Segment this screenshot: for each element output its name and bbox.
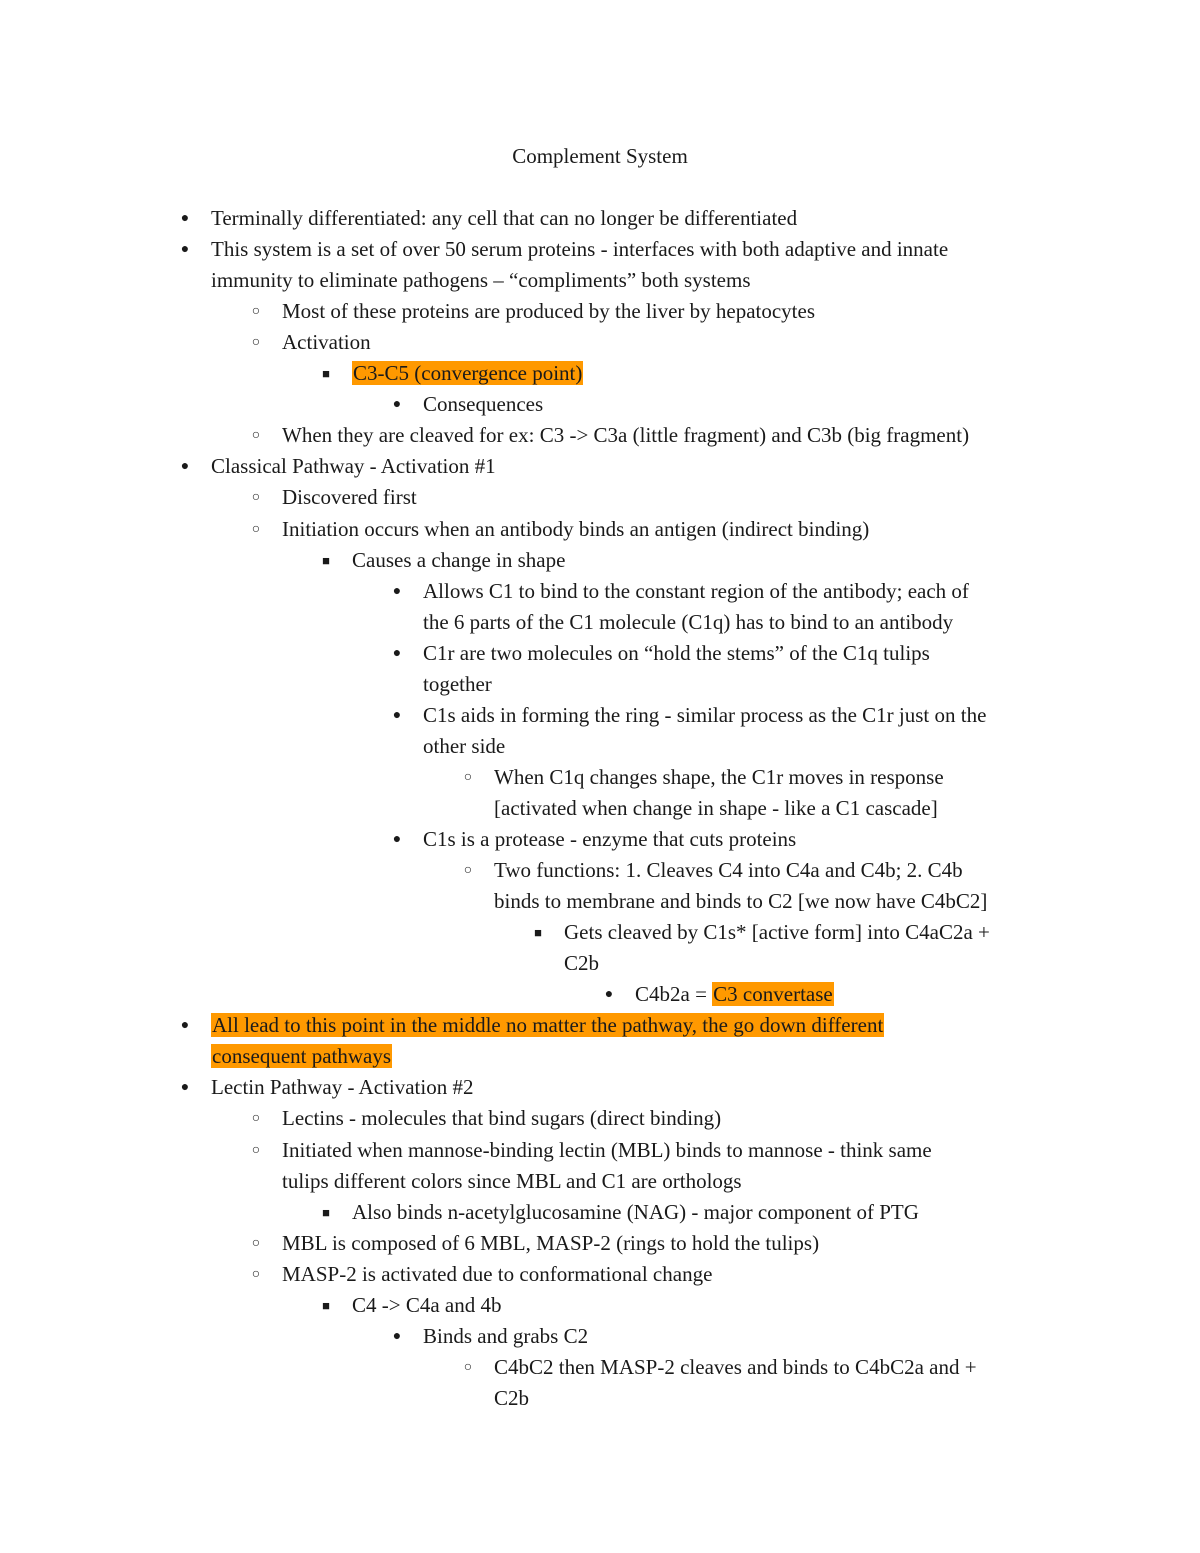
list-item	[423, 638, 930, 669]
list-item	[211, 1041, 392, 1072]
list-item-text: Initiation occurs when an antibody binds an antigen (indirect binding)	[282, 516, 870, 541]
disc-bullet-icon: ●	[392, 583, 402, 599]
list-item-text: C4 -> C4a and 4b	[352, 1292, 502, 1317]
list-item-text: Lectin Pathway - Activation #2	[211, 1075, 474, 1100]
list-item-text: Terminally differentiated: any cell that can no longer be differentiated	[211, 206, 798, 230]
circle-bullet-icon: ○	[251, 521, 261, 537]
disc-bullet-icon: ●	[392, 1328, 402, 1344]
disc-bullet-icon: ●	[604, 987, 614, 1003]
list-item	[211, 1072, 473, 1103]
list-item	[282, 1166, 742, 1197]
square-bullet-icon: ■	[322, 1204, 330, 1220]
list-item-text: C4bC2 then MASP-2 cleaves and binds to C4bC2a and +	[494, 1354, 977, 1379]
list-item-text: Consequences	[423, 392, 544, 417]
list-item	[423, 1321, 588, 1352]
list-item	[494, 855, 963, 886]
list-item-text: tulips different colors since MBL and C1 are orthologs	[282, 1168, 742, 1193]
list-item-text: Gets cleaved by C1s* [active form] into C4aC2a +	[564, 920, 990, 945]
circle-bullet-icon: ○	[251, 1142, 261, 1158]
list-item	[423, 669, 492, 700]
list-item	[494, 886, 987, 917]
list-item-text: When C1q changes shape, the C1r moves in response	[494, 764, 944, 789]
circle-bullet-icon: ○	[251, 335, 261, 351]
disc-bullet-icon: ●	[392, 707, 402, 723]
disc-bullet-icon: ●	[180, 242, 190, 258]
list-item	[494, 1352, 977, 1383]
list-item	[494, 762, 944, 793]
circle-bullet-icon: ○	[251, 1235, 261, 1251]
list-item-text: C1s is a protease - enzyme that cuts proteins	[423, 827, 797, 851]
list-item	[282, 420, 969, 451]
square-bullet-icon: ■	[322, 552, 330, 568]
list-item-text: When they are cleaved for ex: C3 -> C3a (little fragment) and C3b (big fragment)	[282, 423, 970, 448]
list-item-text: Initiated when mannose-binding lectin (MBL) binds to mannose - think same	[282, 1137, 932, 1162]
list-item	[352, 1197, 919, 1228]
list-item-text: C1s aids in forming the ring - similar process as the C1r just on the	[423, 702, 987, 727]
list-item-text: All lead to this point in the middle no matter the pathway, the go down different	[212, 1013, 884, 1038]
square-bullet-icon: ■	[322, 366, 330, 382]
list-item	[282, 514, 869, 545]
list-item	[211, 203, 797, 234]
list-item-text: Classical Pathway - Activation #1	[211, 454, 496, 479]
list-item	[564, 948, 599, 979]
list-item	[564, 917, 990, 948]
list-item	[423, 824, 796, 855]
list-item	[352, 358, 583, 389]
list-item-text: C2b	[494, 1385, 530, 1410]
list-item	[352, 545, 565, 576]
list-item	[352, 1290, 502, 1321]
circle-bullet-icon: ○	[251, 428, 261, 444]
list-item-text: MBL is composed of 6 MBL, MASP-2 (rings to hold the tulips)	[282, 1230, 820, 1255]
square-bullet-icon: ■	[322, 1297, 330, 1313]
list-item-text: Discovered first	[282, 485, 417, 510]
list-item-text: C2b	[564, 951, 600, 976]
disc-bullet-icon: ●	[392, 832, 402, 847]
circle-bullet-icon: ○	[251, 1266, 261, 1282]
list-item-text: together	[423, 671, 492, 696]
list-item-text: consequent pathways	[212, 1044, 392, 1069]
circle-bullet-icon: ○	[463, 1359, 473, 1375]
list-item-text: Causes a change in shape	[352, 547, 566, 572]
list-item	[282, 296, 815, 327]
circle-bullet-icon: ○	[251, 304, 261, 320]
disc-bullet-icon: ●	[180, 459, 190, 475]
square-bullet-icon: ■	[534, 925, 542, 941]
disc-bullet-icon: ●	[180, 211, 190, 226]
list-item	[282, 1259, 712, 1290]
list-item-text: Also binds n-acetylglucosamine (NAG) - major component of PTG	[352, 1199, 919, 1224]
disc-bullet-icon: ●	[180, 1018, 190, 1034]
list-item	[282, 1228, 819, 1259]
circle-bullet-icon: ○	[251, 1111, 261, 1127]
list-item	[282, 482, 417, 513]
list-item	[282, 1135, 932, 1166]
list-item-text: Lectins - molecules that bind sugars (direct binding)	[282, 1106, 722, 1131]
list-item-text: MASP-2 is activated due to conformational change	[282, 1261, 713, 1286]
list-item	[211, 234, 948, 265]
list-item	[423, 700, 986, 731]
list-item	[211, 265, 751, 296]
list-item-text: Two functions: 1. Cleaves C4 into C4a and C4b; 2. C4b	[494, 858, 963, 883]
list-item-text: This system is a set of over 50 serum proteins - interfaces with both adaptive and innate	[211, 237, 949, 262]
list-item-text: other side	[423, 733, 506, 758]
list-item	[494, 793, 938, 824]
list-item-text: binds to membrane and binds to C2 [we now have C4bC2]	[494, 889, 988, 914]
disc-bullet-icon: ●	[392, 645, 402, 661]
circle-bullet-icon: ○	[251, 490, 261, 506]
list-item	[423, 576, 969, 607]
highlighted-text: C3 convertase	[713, 982, 833, 1007]
circle-bullet-icon: ○	[463, 863, 473, 879]
list-item-text: Most of these proteins are produced by the liver by hepatocytes	[282, 299, 816, 324]
list-item	[423, 389, 543, 420]
disc-bullet-icon: ●	[392, 397, 402, 413]
list-item-text: Binds and grabs C2	[423, 1323, 589, 1348]
list-item	[211, 1010, 884, 1041]
list-item-text: immunity to eliminate pathogens – “compliments” both systems	[211, 268, 751, 293]
list-item-text: Allows C1 to bind to the constant region of the antibody; each of	[423, 578, 969, 603]
disc-bullet-icon: ●	[180, 1080, 190, 1096]
list-item-text: C3-C5 (convergence point)	[353, 361, 583, 386]
list-item	[282, 1103, 721, 1134]
list-item-text: Activation	[282, 330, 371, 355]
list-item	[423, 607, 953, 638]
list-item	[423, 731, 505, 762]
circle-bullet-icon: ○	[463, 769, 473, 785]
list-item-text: [activated when change in shape - like a C1 cascade]	[494, 795, 938, 820]
list-item	[494, 1383, 529, 1414]
list-item	[282, 327, 371, 358]
list-item-text: C1r are two molecules on “hold the stems” of the C1q tulips	[423, 640, 930, 665]
list-item	[211, 451, 496, 482]
list-item-text: the 6 parts of the C1 molecule (C1q) has to bind to an antibody	[423, 609, 954, 634]
page-title: Complement System	[512, 144, 688, 168]
list-item-text: C4b2a =	[635, 982, 713, 1007]
list-item	[635, 979, 834, 1010]
